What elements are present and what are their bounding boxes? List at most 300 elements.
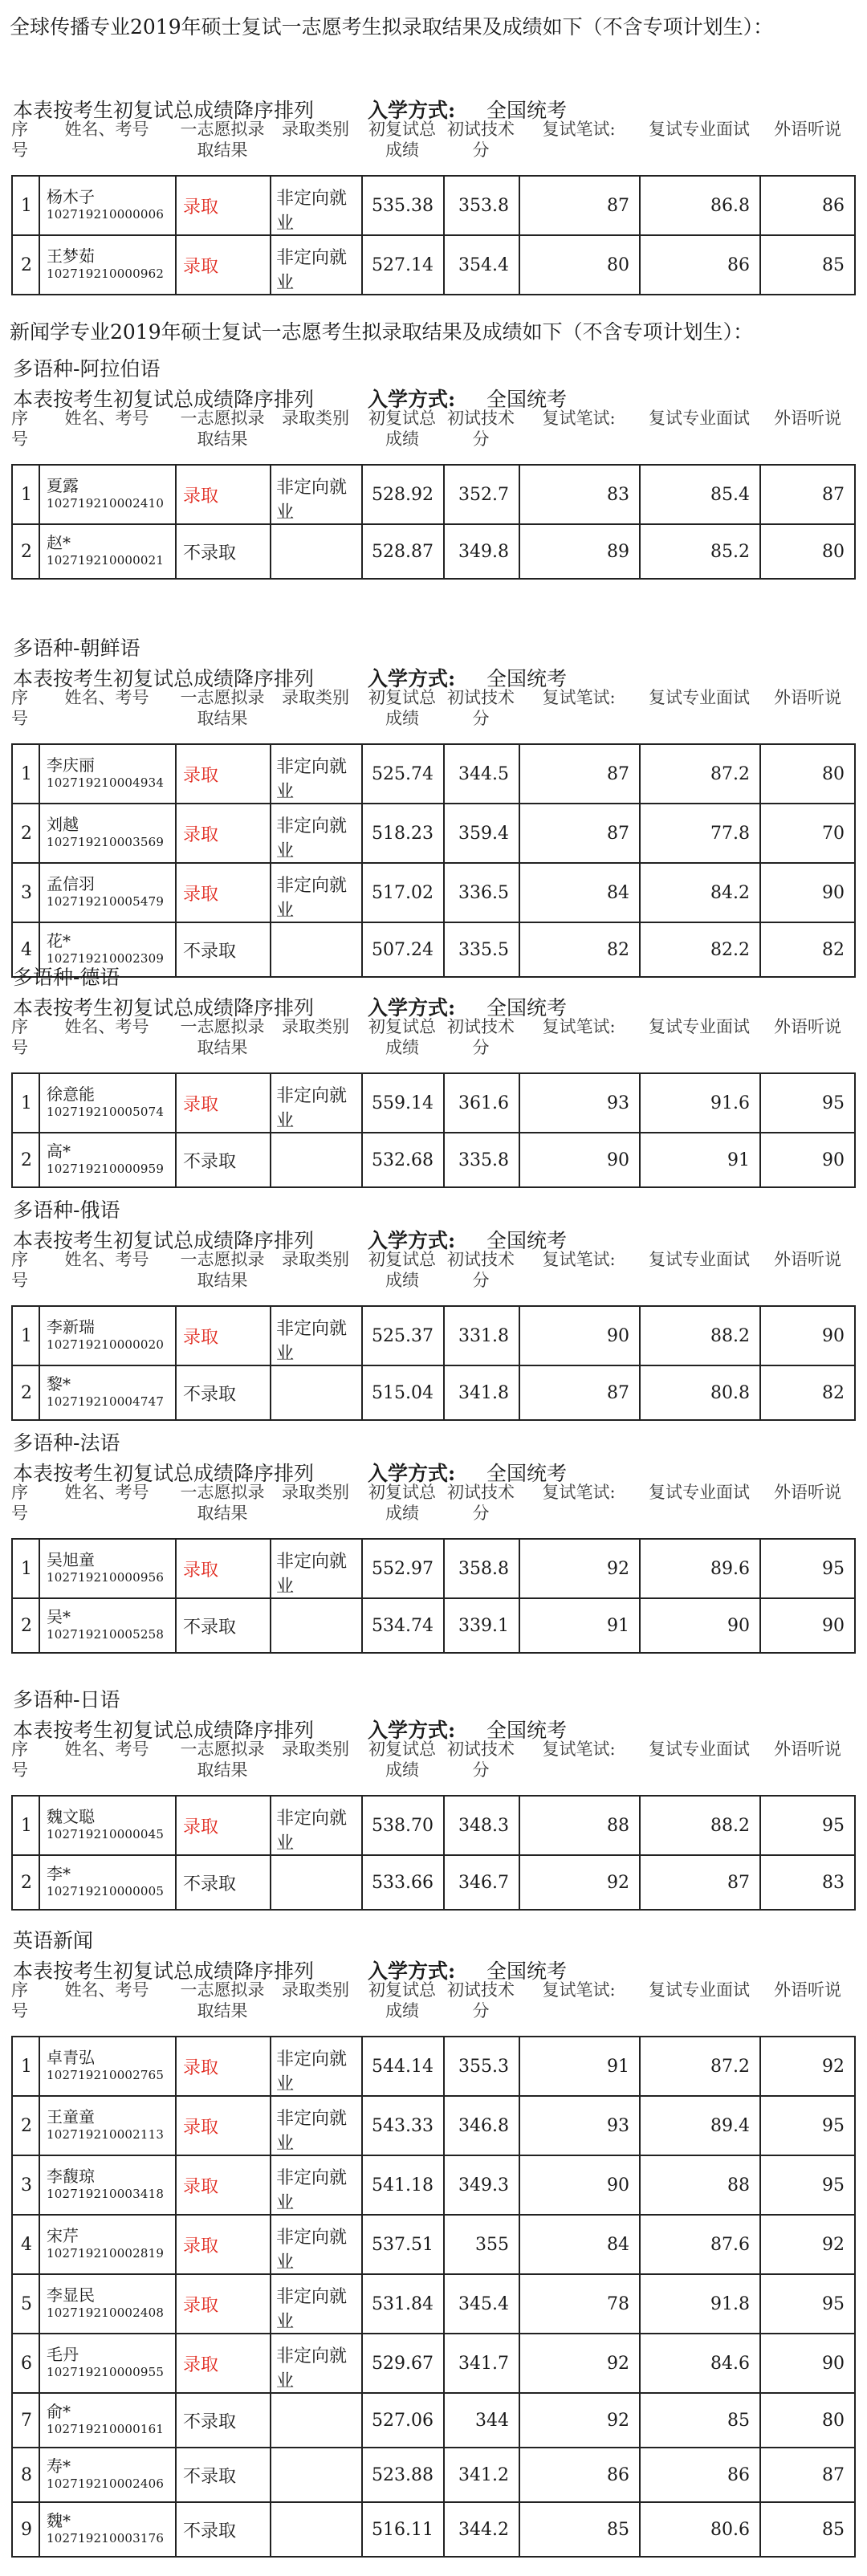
cell-seq: 7 [12,2393,39,2448]
candidate-name: 俞* [47,2402,71,2421]
cell-type [271,1133,362,1187]
program-title: 新闻学专业2019年硕士复试一志愿考生拟录取结果及成绩如下（不含专项计划生）： [10,320,754,344]
cell-initial: 353.8 [444,176,519,235]
admission-mode-label: 入学方式: [368,388,456,411]
header-seq: 序号 [11,688,28,728]
cell-result: 录取 [176,1796,271,1855]
cell-interview: 88 [640,2155,760,2215]
header-initial: 初试技术分 [447,1483,515,1523]
header-initial: 初试技术分 [447,688,515,728]
cell-interview: 77.8 [640,804,760,863]
cell-listening: 95 [760,1796,855,1855]
admission-mode-value: 全国统考 [486,388,568,411]
table-row [12,804,855,863]
cell-interview: 87.2 [640,2037,760,2096]
cell-written: 82 [519,922,640,977]
header-listening: 外语听说 [774,1980,841,2000]
header-listening: 外语听说 [774,1483,841,1502]
cell-listening: 92 [760,2215,855,2274]
header-total: 初复试总成绩 [368,1483,436,1523]
admission-mode-value: 全国统考 [486,99,568,122]
cell-initial: 358.8 [444,1539,519,1598]
cell-name [39,1796,176,1855]
candidate-name: 卓青弘 [47,2048,95,2067]
header-interview: 复试专业面试 [649,1740,750,1759]
candidate-id: 102719210005258 [47,1627,165,1642]
cell-listening: 90 [760,1598,855,1653]
header-type: 录取类别 [282,688,349,707]
header-listening: 外语听说 [774,120,841,139]
header-listening: 外语听说 [774,1250,841,1269]
cell-written: 92 [519,1855,640,1910]
cell-total: 525.74 [362,744,444,804]
cell-interview: 91 [640,1133,760,1187]
table-row [12,524,855,579]
cell-written: 87 [519,1365,640,1420]
cell-interview: 85 [640,2393,760,2448]
cell-initial: 355.3 [444,2037,519,2096]
cell-written: 88 [519,1796,640,1855]
cell-type [271,922,362,977]
cell-result: 录取 [176,2037,271,2096]
cell-listening: 90 [760,1306,855,1365]
admission-mode-value: 全国统考 [486,1462,568,1485]
header-name: 姓名、考号 [64,1250,149,1269]
header-seq: 序号 [11,1483,28,1523]
header-choice: 一志愿拟录取结果 [180,1483,265,1523]
caption-text: 本表按考生初复试总成绩降序排列 [13,99,315,122]
cell-initial: 346.7 [444,1855,519,1910]
table-row [12,1073,855,1133]
cell-seq: 3 [12,863,39,922]
cell-name [39,2155,176,2215]
table-row [12,2274,855,2334]
table-row [12,1855,855,1910]
cell-name [39,2502,176,2557]
cell-name [39,1306,176,1365]
cell-seq: 1 [12,1073,39,1133]
cell-listening: 90 [760,2334,855,2393]
candidate-id: 102719210002410 [47,496,165,511]
cell-total: 544.14 [362,2037,444,2096]
table-row [12,176,855,235]
candidate-name: 李馥琼 [47,2167,95,2186]
cell-name [39,2334,176,2393]
cell-seq: 6 [12,2334,39,2393]
cell-result: 录取 [176,1539,271,1598]
cell-total: 527.14 [362,235,444,295]
cell-seq: 1 [12,1796,39,1855]
candidate-name: 黎* [47,1374,71,1394]
cell-initial: 336.5 [444,863,519,922]
cell-interview: 84.6 [640,2334,760,2393]
cell-written: 78 [519,2274,640,2334]
cell-type [271,1365,362,1420]
cell-name [39,744,176,804]
candidate-id: 102719210000955 [47,2365,165,2379]
cell-seq: 1 [12,2037,39,2096]
table-row [12,1796,855,1855]
candidate-id: 102719210002309 [47,951,165,966]
table-row [12,2215,855,2274]
cell-seq: 1 [12,465,39,524]
cell-total: 538.70 [362,1796,444,1855]
admission-mode-label: 入学方式: [368,996,456,1019]
candidate-name: 毛丹 [47,2345,79,2364]
cell-result: 录取 [176,804,271,863]
header-name: 姓名、考号 [64,120,149,139]
cell-initial: 341.8 [444,1365,519,1420]
cell-total: 507.24 [362,922,444,977]
cell-total: 535.38 [362,176,444,235]
cell-listening: 86 [760,176,855,235]
cell-written: 93 [519,1073,640,1133]
cell-interview: 87 [640,1855,760,1910]
cell-name [39,2215,176,2274]
candidate-id: 102719210003569 [47,835,165,849]
admission-mode-value: 全国统考 [486,1959,568,1983]
caption-text: 本表按考生初复试总成绩降序排列 [13,1959,315,1983]
candidate-id: 102719210004747 [47,1394,165,1409]
cell-interview: 91.6 [640,1073,760,1133]
cell-result: 录取 [176,2334,271,2393]
cell-name [39,1855,176,1910]
caption-text: 本表按考生初复试总成绩降序排列 [13,388,315,411]
header-written: 复试笔试: [542,1017,616,1036]
admission-mode-label: 入学方式: [368,667,456,690]
cell-initial: 344.2 [444,2502,519,2557]
cell-written: 83 [519,465,640,524]
cell-name [39,176,176,235]
cell-seq: 2 [12,1365,39,1420]
header-choice: 一志愿拟录取结果 [180,1017,265,1057]
candidate-name: 徐意能 [47,1085,95,1104]
cell-total: 529.67 [362,2334,444,2393]
cell-total: 525.37 [362,1306,444,1365]
caption-text: 本表按考生初复试总成绩降序排列 [13,1229,315,1252]
header-interview: 复试专业面试 [649,1250,750,1269]
cell-initial: 361.6 [444,1073,519,1133]
cell-result: 录取 [176,2215,271,2274]
results-table [11,1538,856,1654]
cell-listening: 95 [760,2274,855,2334]
cell-listening: 82 [760,922,855,977]
cell-written: 84 [519,2215,640,2274]
cell-type: 非定向就业 [271,744,362,804]
cell-total: 523.88 [362,2448,444,2502]
candidate-name: 吴* [47,1607,71,1626]
cell-listening: 80 [760,744,855,804]
header-choice: 一志愿拟录取结果 [180,1980,265,2021]
admission-mode-value: 全国统考 [486,1719,568,1742]
header-name: 姓名、考号 [64,1740,149,1759]
candidate-name: 李* [47,1864,71,1883]
cell-seq: 3 [12,2155,39,2215]
header-written: 复试笔试: [542,1483,616,1502]
cell-listening: 83 [760,1855,855,1910]
table-row [12,2096,855,2155]
candidate-name: 王梦茹 [47,246,95,266]
header-interview: 复试专业面试 [649,1980,750,2000]
cell-interview: 86.8 [640,176,760,235]
header-name: 姓名、考号 [64,1017,149,1036]
candidate-name: 杨木子 [47,187,95,206]
table-row [12,465,855,524]
cell-seq: 1 [12,176,39,235]
cell-interview: 85.2 [640,524,760,579]
header-total: 初复试总成绩 [368,1980,436,2021]
admission-mode-value: 全国统考 [486,996,568,1019]
cell-listening: 95 [760,2096,855,2155]
cell-result: 录取 [176,465,271,524]
cell-written: 90 [519,2155,640,2215]
cell-name [39,1133,176,1187]
cell-initial: 344.5 [444,744,519,804]
header-choice: 一志愿拟录取结果 [180,120,265,160]
cell-listening: 87 [760,2448,855,2502]
cell-initial: 346.8 [444,2096,519,2155]
cell-seq: 1 [12,1306,39,1365]
cell-result: 录取 [176,2155,271,2215]
header-choice: 一志愿拟录取结果 [180,409,265,449]
header-type: 录取类别 [282,1017,349,1036]
header-seq: 序号 [11,409,28,449]
cell-type [271,2502,362,2557]
cell-result: 录取 [176,863,271,922]
cell-seq: 2 [12,2096,39,2155]
cell-written: 87 [519,176,640,235]
cell-interview: 88.2 [640,1306,760,1365]
candidate-id: 102719210002819 [47,2246,165,2261]
cell-interview: 87.2 [640,744,760,804]
header-total: 初复试总成绩 [368,1250,436,1290]
cell-interview: 86 [640,235,760,295]
cell-listening: 95 [760,2155,855,2215]
candidate-id: 102719210000021 [47,553,165,568]
cell-written: 90 [519,1133,640,1187]
header-written: 复试笔试: [542,120,616,139]
caption-text: 本表按考生初复试总成绩降序排列 [13,1719,315,1742]
language-subtitle: 英语新闻 [13,1929,94,1952]
candidate-name: 魏文聪 [47,1807,95,1826]
cell-type: 非定向就业 [271,2096,362,2155]
header-total: 初复试总成绩 [368,1740,436,1780]
cell-initial: 352.7 [444,465,519,524]
header-interview: 复试专业面试 [649,120,750,139]
header-initial: 初试技术分 [447,1017,515,1057]
header-total: 初复试总成绩 [368,120,436,160]
cell-written: 80 [519,235,640,295]
cell-total: 552.97 [362,1539,444,1598]
header-initial: 初试技术分 [447,409,515,449]
cell-type: 非定向就业 [271,1539,362,1598]
candidate-name: 刘越 [47,815,79,834]
candidate-id: 102719210000959 [47,1162,165,1176]
cell-listening: 82 [760,1365,855,1420]
cell-written: 93 [519,2096,640,2155]
header-written: 复试笔试: [542,1980,616,2000]
cell-type: 非定向就业 [271,465,362,524]
table-row [12,1598,855,1653]
cell-interview: 90 [640,1598,760,1653]
cell-name [39,2448,176,2502]
candidate-name: 夏露 [47,476,79,495]
language-subtitle: 多语种-日语 [13,1688,120,1711]
cell-interview: 80.6 [640,2502,760,2557]
cell-written: 85 [519,2502,640,2557]
language-subtitle: 多语种-德语 [13,966,120,989]
cell-type: 非定向就业 [271,1796,362,1855]
header-type: 录取类别 [282,1483,349,1502]
admission-mode-label: 入学方式: [368,1229,456,1252]
candidate-id: 102719210003176 [47,2531,165,2545]
header-written: 复试笔试: [542,1250,616,1269]
cell-type: 非定向就业 [271,176,362,235]
cell-type: 非定向就业 [271,863,362,922]
cell-total: 559.14 [362,1073,444,1133]
cell-name [39,863,176,922]
header-type: 录取类别 [282,409,349,428]
cell-result: 不录取 [176,2393,271,2448]
cell-listening: 80 [760,2393,855,2448]
header-written: 复试笔试: [542,688,616,707]
cell-total: 541.18 [362,2155,444,2215]
candidate-id: 102719210002765 [47,2068,165,2082]
cell-initial: 335.8 [444,1133,519,1187]
results-table [11,175,856,295]
cell-total: 518.23 [362,804,444,863]
candidate-id: 102719210004934 [47,775,165,790]
header-choice: 一志愿拟录取结果 [180,1250,265,1290]
cell-name [39,1539,176,1598]
table-row [12,235,855,295]
results-table [11,464,856,580]
cell-type: 非定向就业 [271,235,362,295]
cell-interview: 86 [640,2448,760,2502]
candidate-name: 高* [47,1141,71,1161]
cell-seq: 1 [12,1539,39,1598]
header-interview: 复试专业面试 [649,1017,750,1036]
cell-interview: 91.8 [640,2274,760,2334]
candidate-id: 102719210000045 [47,1827,165,1841]
cell-listening: 80 [760,524,855,579]
cell-result: 录取 [176,1073,271,1133]
candidate-id: 102719210002408 [47,2305,165,2320]
cell-written: 90 [519,1306,640,1365]
table-row [12,1365,855,1420]
header-interview: 复试专业面试 [649,1483,750,1502]
language-subtitle: 多语种-俄语 [13,1198,120,1222]
cell-interview: 84.2 [640,863,760,922]
cell-result: 不录取 [176,1365,271,1420]
cell-interview: 88.2 [640,1796,760,1855]
candidate-name: 李新瑞 [47,1317,95,1337]
candidate-id: 102719210000020 [47,1337,165,1352]
cell-seq: 5 [12,2274,39,2334]
cell-result: 不录取 [176,1855,271,1910]
header-type: 录取类别 [282,1740,349,1759]
header-name: 姓名、考号 [64,1980,149,2000]
cell-written: 84 [519,863,640,922]
cell-written: 89 [519,524,640,579]
language-subtitle: 多语种-朝鲜语 [13,637,140,660]
candidate-name: 赵* [47,533,71,552]
admission-mode-label: 入学方式: [368,1959,456,1983]
header-interview: 复试专业面试 [649,688,750,707]
header-seq: 序号 [11,1740,28,1780]
cell-listening: 85 [760,2502,855,2557]
cell-total: 537.51 [362,2215,444,2274]
cell-type [271,2393,362,2448]
header-seq: 序号 [11,1017,28,1057]
cell-seq: 4 [12,2215,39,2274]
header-seq: 序号 [11,1250,28,1290]
cell-seq: 2 [12,804,39,863]
cell-name [39,1598,176,1653]
caption-text: 本表按考生初复试总成绩降序排列 [13,996,315,1019]
candidate-id: 102719210000962 [47,267,165,281]
cell-name [39,2393,176,2448]
header-initial: 初试技术分 [447,1740,515,1780]
candidate-name: 吴旭童 [47,1550,95,1569]
candidate-id: 102719210000006 [47,207,165,222]
cell-seq: 2 [12,1598,39,1653]
cell-name [39,804,176,863]
cell-initial: 359.4 [444,804,519,863]
header-initial: 初试技术分 [447,1250,515,1290]
cell-total: 531.84 [362,2274,444,2334]
header-initial: 初试技术分 [447,120,515,160]
cell-listening: 95 [760,1073,855,1133]
program-title: 全球传播专业2019年硕士复试一志愿考生拟录取结果及成绩如下（不含专项计划生）： [10,15,774,39]
candidate-id: 102719210002113 [47,2127,165,2142]
cell-seq: 2 [12,524,39,579]
results-table [11,1305,856,1421]
results-table [11,743,856,978]
cell-interview: 89.6 [640,1539,760,1598]
language-subtitle: 多语种-阿拉伯语 [13,357,161,380]
cell-type: 非定向就业 [271,2215,362,2274]
cell-seq: 2 [12,235,39,295]
cell-seq: 9 [12,2502,39,2557]
cell-initial: 331.8 [444,1306,519,1365]
cell-listening: 70 [760,804,855,863]
candidate-name: 魏* [47,2511,71,2530]
cell-seq: 8 [12,2448,39,2502]
cell-total: 516.11 [362,2502,444,2557]
cell-result: 不录取 [176,1133,271,1187]
cell-result: 不录取 [176,922,271,977]
cell-name [39,1365,176,1420]
cell-initial: 354.4 [444,235,519,295]
cell-type: 非定向就业 [271,804,362,863]
cell-name [39,465,176,524]
cell-type: 非定向就业 [271,1073,362,1133]
header-total: 初复试总成绩 [368,688,436,728]
table-row [12,2448,855,2502]
header-choice: 一志愿拟录取结果 [180,1740,265,1780]
cell-total: 515.04 [362,1365,444,1420]
cell-interview: 82.2 [640,922,760,977]
cell-written: 86 [519,2448,640,2502]
cell-total: 543.33 [362,2096,444,2155]
cell-listening: 90 [760,863,855,922]
table-row [12,1306,855,1365]
candidate-id: 102719210002406 [47,2476,165,2491]
cell-interview: 80.8 [640,1365,760,1420]
candidate-name: 李庆丽 [47,755,95,775]
cell-total: 517.02 [362,863,444,922]
